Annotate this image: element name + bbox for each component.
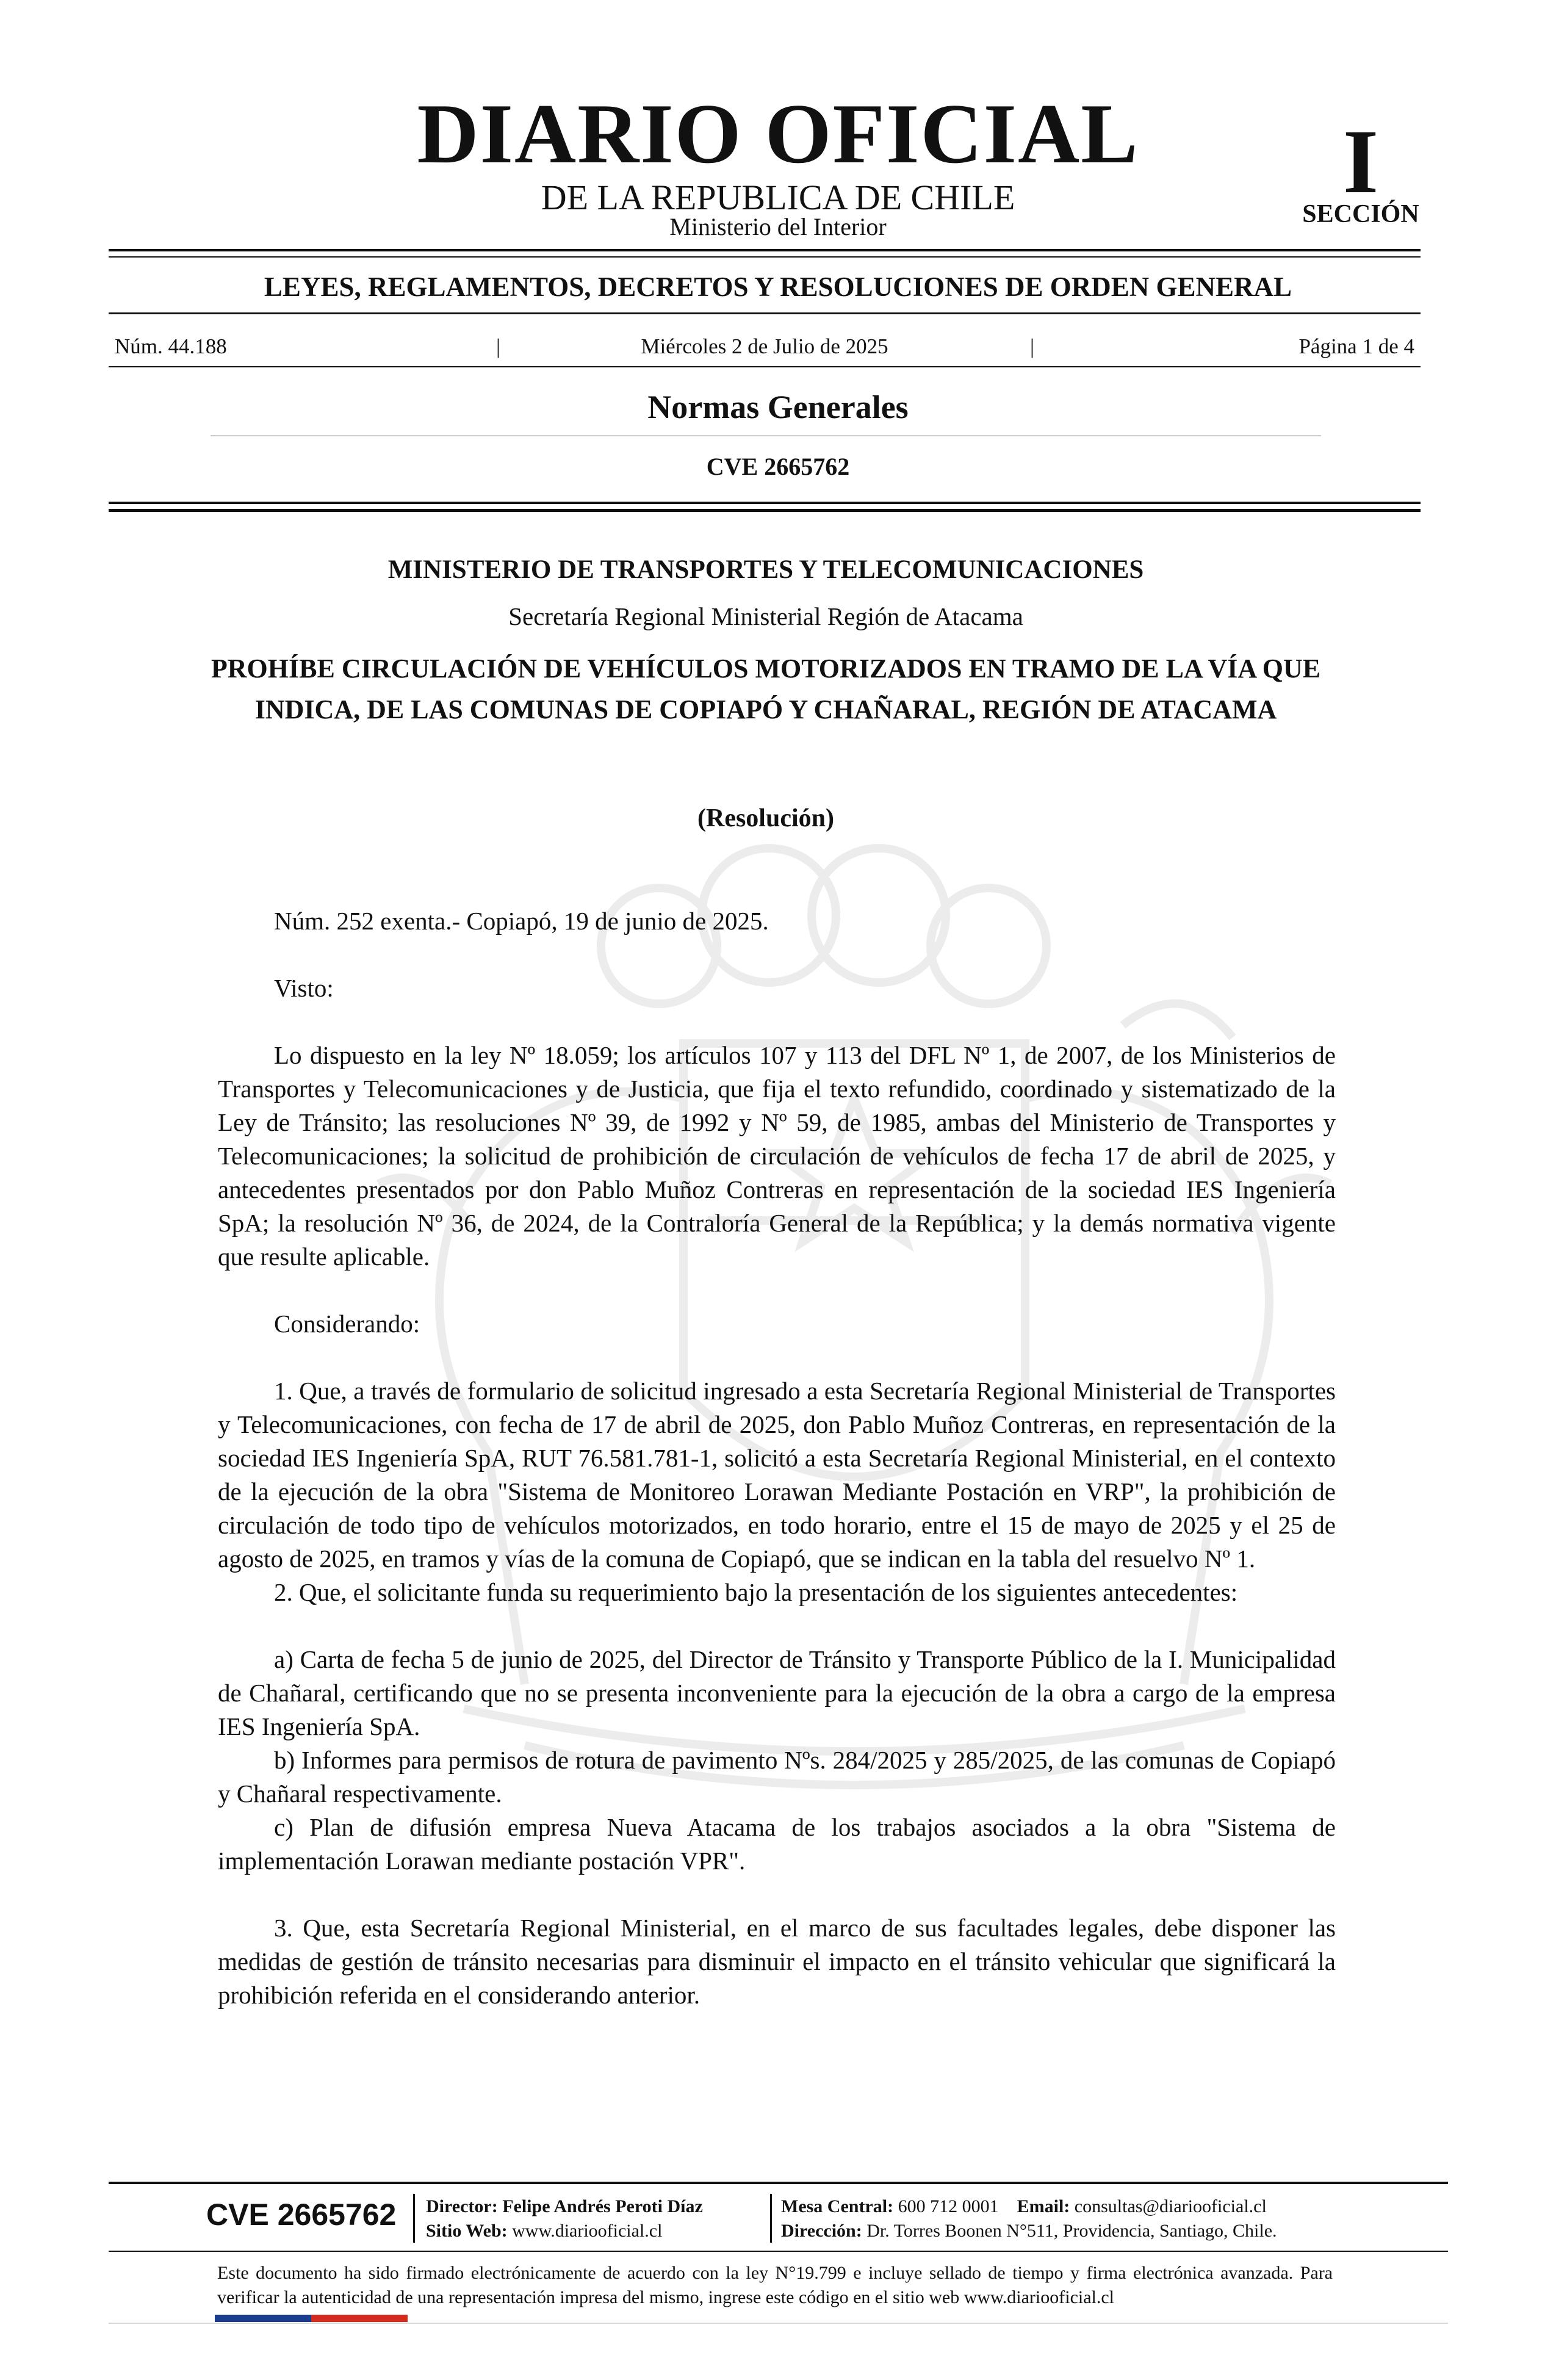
cve-code: CVE 2665762 bbox=[706, 453, 850, 480]
footer-contact-column bbox=[426, 2194, 703, 2243]
page-indicator: Página 1 de 4 bbox=[1298, 334, 1414, 358]
email-link[interactable]: consultas@diariooficial.cl bbox=[1074, 2196, 1267, 2216]
phone-label: Mesa Central: bbox=[781, 2196, 894, 2216]
chile-flag-stripe bbox=[215, 2315, 408, 2322]
header-rule bbox=[109, 502, 1421, 504]
document-secretariat: Secretaría Regional Ministerial Región de Atacama bbox=[508, 602, 1023, 630]
body-paragraph: Considerando: bbox=[274, 1310, 420, 1338]
body-paragraph: 3. Que, esta Secretaría Regional Ministerial, en el marco de sus facultades legales, debe disponer las medidas de gestión de tránsito necesarias para disminuir el impacto en el tránsito vehicular que significará la prohibición referida en el considerando anterior. bbox=[218, 1914, 1336, 2009]
header-rule bbox=[109, 256, 1421, 258]
body-paragraph: 2. Que, el solicitante funda su requerimiento bajo la presentación de los siguientes antecedentes: bbox=[274, 1578, 1238, 1606]
edition-separator: | bbox=[1030, 334, 1035, 358]
body-paragraph: Lo dispuesto en la ley Nº 18.059; los artículos 107 y 113 del DFL Nº 1, de 2007, de los Ministerios de Transportes y Telecomunicaciones y de Justicia, que fija el texto refundido, coordinado y sistematizado de la Ley de Tránsito; las resoluciones Nº 39, de 1992 y Nº 59, de 1985, ambas del Ministerio de Transportes y Telecomunicaciones; la solicitud de prohibición de circulación de vehículos de fecha 17 de abril de 2025, y antecedentes presentados por don Pablo Muñoz Contreras en representación de la sociedad IES Ingeniería SpA; la resolución Nº 36, de 2024, de la Contraloría General de la República; y la demás normativa vigente que resulte aplicable. bbox=[218, 1041, 1336, 1271]
footer-separator bbox=[413, 2194, 415, 2243]
body-paragraph: Visto: bbox=[274, 974, 334, 1002]
director-label: Director: bbox=[426, 2196, 498, 2216]
phone-number: 600 712 0001 bbox=[898, 2196, 999, 2216]
header-rule bbox=[109, 366, 1421, 367]
address-text: Dr. Torres Boonen N°511, Providencia, Santiago, Chile. bbox=[866, 2221, 1277, 2241]
body-paragraph: b) Informes para permisos de rotura de pavimento Nºs. 284/2025 y 285/2025, de las comunas de Copiapó y Chañaral respectivamente. bbox=[218, 1746, 1336, 1808]
footer-cve: CVE 2665762 bbox=[206, 2198, 397, 2232]
divider bbox=[211, 435, 1321, 436]
document-ministry: MINISTERIO DE TRANSPORTES Y TELECOMUNICACIONES bbox=[387, 555, 1144, 584]
footer-rule bbox=[109, 2323, 1448, 2324]
body-paragraph: Núm. 252 exenta.- Copiapó, 19 de junio de 2025. bbox=[274, 907, 769, 935]
website-label: Sitio Web: bbox=[426, 2221, 508, 2241]
edition-number: Núm. 44.188 bbox=[115, 334, 227, 358]
footer-contact-column bbox=[781, 2194, 1277, 2243]
header-rule bbox=[109, 509, 1421, 512]
masthead-subtitle: DE LA REPUBLICA DE CHILE bbox=[541, 178, 1015, 217]
edition-separator: | bbox=[496, 334, 501, 358]
body-paragraph: c) Plan de difusión empresa Nueva Atacama de los trabajos asociados a la obra "Sistema de implementación Lorawan mediante postación VPR". bbox=[218, 1813, 1336, 1875]
section-label: SECCIÓN bbox=[1302, 200, 1419, 228]
category-line: LEYES, REGLAMENTOS, DECRETOS Y RESOLUCIONES DE ORDEN GENERAL bbox=[264, 272, 1292, 302]
footer-separator bbox=[770, 2194, 772, 2243]
header-rule bbox=[109, 312, 1421, 314]
body-paragraph: a) Carta de fecha 5 de junio de 2025, del Director de Tránsito y Transporte Público de la I. Municipalidad de Chañaral, certificando que no se presenta inconveniente para la ejecución de la obra a cargo de la empresa IES Ingeniería SpA. bbox=[218, 1645, 1336, 1740]
document-type: (Resolución) bbox=[697, 804, 834, 832]
header-rule bbox=[109, 249, 1421, 251]
flag-stripe-red bbox=[311, 2315, 408, 2322]
edition-date: Miércoles 2 de Julio de 2025 bbox=[641, 334, 888, 358]
director-name: Felipe Andrés Peroti Díaz bbox=[502, 2196, 703, 2216]
body-paragraph: 1. Que, a través de formulario de solicitud ingresado a esta Secretaría Regional Ministerial de Transportes y Telecomunicaciones, con fecha de 17 de abril de 2025, don Pablo Muñoz Contreras, en representación de la sociedad IES Ingeniería SpA, RUT 76.581.781-1, solicitó a esta Secretaría Regional Ministerial, en el contexto de la ejecución de la obra "Sistema de Monitoreo Lorawan Mediante Postación en VRP", la prohibición de circulación de todo tipo de vehículos motorizados, en todo horario, entre el 15 de mayo de 2025 y el 25 de agosto de 2025, en tramos y vías de la comuna de Copiapó, que se indican en la tabla del resuelvo Nº 1. bbox=[218, 1377, 1336, 1573]
document-title: PROHÍBE CIRCULACIÓN DE VEHÍCULOS MOTORIZADOS EN TRAMO DE LA VÍA QUE INDICA, DE LAS COMUNAS DE COPIAPÓ Y CHAÑARAL, REGIÓN DE ATACAMA bbox=[211, 654, 1321, 724]
document-body bbox=[218, 904, 1336, 2012]
masthead-title: DIARIO OFICIAL bbox=[417, 87, 1139, 181]
flag-stripe-blue bbox=[215, 2315, 311, 2322]
address-label: Dirección: bbox=[781, 2221, 862, 2241]
section-number: I bbox=[1342, 111, 1379, 212]
footer-rule bbox=[109, 2182, 1448, 2184]
footer-note: Este documento ha sido firmado electrónicamente de acuerdo con la ley N°19.799 e incluye sellado de tiempo y firma electrónica avanzada. Para verificar la autenticidad de una representación impresa del mismo, ingrese este código en el sitio web www.diariooficial.cl bbox=[217, 2263, 1333, 2307]
masthead-ministry: Ministerio del Interior bbox=[669, 213, 887, 240]
section-title: Normas Generales bbox=[647, 389, 909, 425]
footer-rule bbox=[109, 2251, 1448, 2252]
email-label: Email: bbox=[1017, 2196, 1070, 2216]
edition-info-row bbox=[109, 334, 1421, 359]
website-link[interactable]: www.diariooficial.cl bbox=[512, 2221, 663, 2241]
